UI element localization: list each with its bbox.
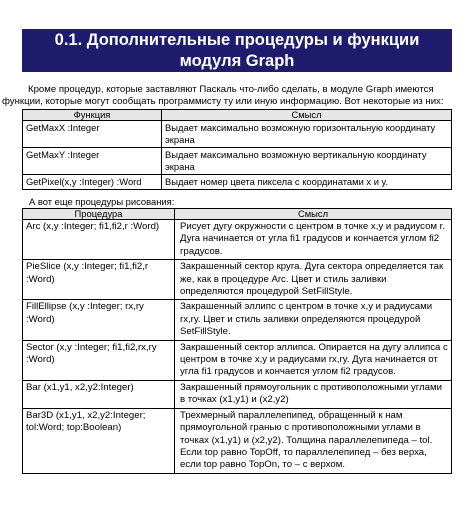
table-row <box>23 220 452 260</box>
function-name: GetPixel(x,y :Integer) :Word <box>23 175 162 190</box>
intro-paragraph <box>2 84 472 108</box>
procedure-description: Закрашенный сектор эллипса. Опирается на дугу эллипса с центром в точке x,y и радиусами rx,ry. Дуга начинается от угла fi1 градусов и кончается углом fi2 градусов. <box>175 340 452 380</box>
procedure-name: PieSlice (x,y :Integer; fi1,fi2,r :Word) <box>23 260 175 300</box>
procedure-description: Рисует дугу окружности с центром в точке x,y и радиусом r. Дуга начинается от угла fi1 градусов и кончается углом fi2 градусов. <box>175 220 452 260</box>
functions-header-function: Функция <box>23 110 162 121</box>
function-description: Выдает максимально возможную горизонтальную координату экрана <box>162 121 452 148</box>
procedure-name: Sector (x,y :Integer; fi1,fi2,rx,ry :Word) <box>23 340 175 380</box>
procedures-header-procedure: Процедура <box>23 209 175 220</box>
functions-table <box>22 109 452 190</box>
procedures-caption: А вот еще процедуры рисования: <box>29 196 175 207</box>
procedures-table-header <box>23 209 452 220</box>
procedure-name: Bar3D (x1,y1, x2,y2:Integer; tol:Word; top:Boolean) <box>23 408 175 473</box>
table-row <box>23 121 452 148</box>
function-description: Выдает номер цвета пиксела с координатами x и y. <box>162 175 452 190</box>
table-row <box>23 175 452 190</box>
procedures-header-meaning: Смысл <box>175 209 452 220</box>
title-line-1: 0.1. Дополнительные процедуры и функции <box>54 31 420 49</box>
table-row <box>23 148 452 175</box>
function-description: Выдает максимально возможную вертикальную координату экрана <box>162 148 452 175</box>
title-line-2: модуля Graph <box>179 52 295 70</box>
intro-line-2: функции, которые могут сообщать программисту ту или иную информацию. Вот некоторые из них: <box>2 96 444 107</box>
function-name: GetMaxX :Integer <box>23 121 162 148</box>
table-row <box>23 260 452 300</box>
procedure-description: Закрашенный прямоугольник с противоположными углами в точках (x1,y1) и (x2,y2) <box>175 380 452 408</box>
page-title <box>22 29 452 72</box>
table-row <box>23 340 452 380</box>
function-name: GetMaxY :Integer <box>23 148 162 175</box>
functions-header-meaning: Смысл <box>162 110 452 121</box>
procedures-table <box>22 208 452 474</box>
procedure-name: Bar (x1,y1, x2,y2:Integer) <box>23 380 175 408</box>
table-row <box>23 300 452 340</box>
functions-table-header <box>23 110 452 121</box>
procedure-name: Arc (x,y :Integer; fi1,fi2,r :Word) <box>23 220 175 260</box>
table-row <box>23 380 452 408</box>
procedure-description: Закрашенный сектор круга. Дуга сектора определяется так же, как в процедуре Arc. Цвет и стиль заливки определяются процедурой SetFillStyle. <box>175 260 452 300</box>
procedure-description: Трехмерный параллелепипед, обращенный к нам прямоугольной гранью с противоположными углами в точках (x1,y1) и (x2,y2). Толщина параллелепипеда – tol. Если top равно TopOff, то параллелепипед – без верха, если top равно TopOn, то – с верхом. <box>175 408 452 473</box>
procedure-name: FillEllipse (x,y :Integer; rx,ry :Word) <box>23 300 175 340</box>
intro-line-1: Кроме процедур, которые заставляют Паскаль что-либо сделать, в модуле Graph имеются <box>28 84 434 95</box>
procedure-description: Закрашенный эллипс с центром в точке x,y и радиусами rx,ry. Цвет и стиль заливки определяются процедурой SetFillStyle. <box>175 300 452 340</box>
table-row <box>23 408 452 473</box>
